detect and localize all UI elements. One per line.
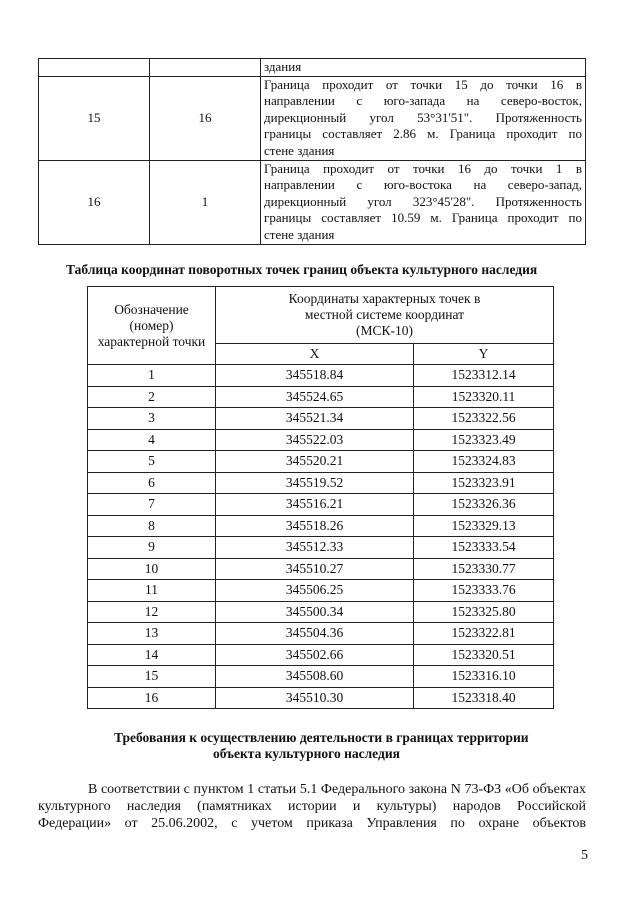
table-row [88, 558, 554, 580]
boundary-description-table [38, 58, 586, 245]
y-coordinate-cell: 1523316.10 [414, 666, 554, 688]
table-row [88, 365, 554, 387]
x-coordinate-cell: 345524.65 [216, 386, 414, 408]
table-row [39, 59, 586, 77]
paragraph-line: культурного наследия (памятниках истории и культуры) народов Российской [38, 799, 586, 814]
x-coordinate-cell: 345520.21 [216, 451, 414, 473]
coordinates-table-body [88, 365, 554, 709]
coordinates-table [87, 286, 554, 709]
y-coordinate-cell: 1523333.54 [414, 537, 554, 559]
x-coordinate-cell: 345516.21 [216, 494, 414, 516]
x-coordinate-cell: 345510.30 [216, 687, 414, 709]
x-coordinate-cell: 345518.26 [216, 515, 414, 537]
x-coordinate-cell: 345508.60 [216, 666, 414, 688]
requirements-title: объекта культурного наследия [213, 746, 400, 761]
x-column-header: X [216, 344, 414, 365]
description-line: стене здания [264, 226, 335, 242]
description-line: границы составляет 10.59 м. Граница проходит по [264, 210, 582, 226]
description-line: Граница проходит от точки 16 до точки 1 в [264, 160, 582, 176]
point-number-cell: 8 [88, 515, 216, 537]
table-row [39, 160, 586, 244]
from-point-cell: 15 [39, 76, 150, 160]
point-number-cell: 1 [88, 365, 216, 387]
table-row [39, 76, 586, 160]
table-row [88, 601, 554, 623]
point-number-cell: 7 [88, 494, 216, 516]
description-line: дирекционный угол 53°31'51". Протяженность [264, 109, 582, 125]
x-coordinate-cell: 345506.25 [216, 580, 414, 602]
y-coordinate-cell: 1523326.36 [414, 494, 554, 516]
y-coordinate-cell: 1523323.91 [414, 472, 554, 494]
point-number-cell: 2 [88, 386, 216, 408]
point-number-header: Обозначение (номер) характерной точки [88, 287, 216, 365]
description-line: направлении с юго-востока на северо-запад, [264, 177, 582, 193]
point-number-cell: 16 [88, 687, 216, 709]
y-coordinate-cell: 1523333.76 [414, 580, 554, 602]
description-cell [261, 160, 586, 244]
description-line: Граница проходит от точки 15 до точки 16 в [264, 76, 582, 92]
description-line: границы составляет 2.86 м. Граница проходит по [264, 126, 582, 142]
point-number-cell: 14 [88, 644, 216, 666]
x-coordinate-cell: 345522.03 [216, 429, 414, 451]
table-row [88, 408, 554, 430]
table-row [88, 537, 554, 559]
to-point-cell: 1 [150, 160, 261, 244]
table-row [88, 623, 554, 645]
y-coordinate-cell: 1523322.56 [414, 408, 554, 430]
x-coordinate-cell: 345500.34 [216, 601, 414, 623]
paragraph-line: В соответствии с пунктом 1 статьи 5.1 Федерального закона N 73-ФЗ «Об объектах [88, 782, 586, 797]
y-coordinate-cell: 1523312.14 [414, 365, 554, 387]
table-header-row [88, 287, 554, 344]
point-number-cell: 11 [88, 580, 216, 602]
table-row [88, 429, 554, 451]
coordinates-header: Координаты характерных точек в местной системе координат (МСК-10) [216, 287, 554, 344]
point-number-cell: 6 [88, 472, 216, 494]
y-coordinate-cell: 1523329.13 [414, 515, 554, 537]
paragraph-line: Федерации» от 25.06.2002, с учетом приказа Управления по охране объектов [38, 816, 586, 831]
table-row [88, 515, 554, 537]
page-number: 5 [581, 848, 588, 863]
point-number-cell: 4 [88, 429, 216, 451]
x-coordinate-cell: 345504.36 [216, 623, 414, 645]
x-coordinate-cell: 345512.33 [216, 537, 414, 559]
table-row [88, 451, 554, 473]
x-coordinate-cell: 345518.84 [216, 365, 414, 387]
to-point-cell: 16 [150, 76, 261, 160]
point-number-cell: 3 [88, 408, 216, 430]
y-column-header: Y [414, 344, 554, 365]
table-row [88, 472, 554, 494]
to-point-cell [150, 59, 261, 77]
x-coordinate-cell: 345519.52 [216, 472, 414, 494]
point-number-cell: 10 [88, 558, 216, 580]
y-coordinate-cell: 1523323.49 [414, 429, 554, 451]
description-cell [261, 59, 586, 77]
from-point-cell [39, 59, 150, 77]
point-number-cell: 5 [88, 451, 216, 473]
x-coordinate-cell: 345521.34 [216, 408, 414, 430]
from-point-cell: 16 [39, 160, 150, 244]
y-coordinate-cell: 1523318.40 [414, 687, 554, 709]
point-number-cell: 15 [88, 666, 216, 688]
x-coordinate-cell: 345502.66 [216, 644, 414, 666]
x-coordinate-cell: 345510.27 [216, 558, 414, 580]
y-coordinate-cell: 1523330.77 [414, 558, 554, 580]
description-line: здания [264, 59, 302, 74]
point-number-cell: 13 [88, 623, 216, 645]
description-line: направлении с юго-запада на северо-восток, [264, 93, 582, 109]
y-coordinate-cell: 1523322.81 [414, 623, 554, 645]
y-coordinate-cell: 1523325.80 [414, 601, 554, 623]
y-coordinate-cell: 1523320.51 [414, 644, 554, 666]
description-line: дирекционный угол 323°45'28". Протяженность [264, 193, 582, 209]
table-row [88, 494, 554, 516]
requirements-title: Требования к осуществлению деятельности в границах территории [114, 730, 529, 745]
description-line: стене здания [264, 142, 335, 158]
point-number-cell: 12 [88, 601, 216, 623]
y-coordinate-cell: 1523324.83 [414, 451, 554, 473]
description-cell [261, 76, 586, 160]
table-row [88, 687, 554, 709]
table-row [88, 580, 554, 602]
table-row [88, 644, 554, 666]
table-row [88, 386, 554, 408]
coordinates-table-caption: Таблица координат поворотных точек границ объекта культурного наследия [66, 262, 538, 277]
table-row [88, 666, 554, 688]
point-number-cell: 9 [88, 537, 216, 559]
y-coordinate-cell: 1523320.11 [414, 386, 554, 408]
